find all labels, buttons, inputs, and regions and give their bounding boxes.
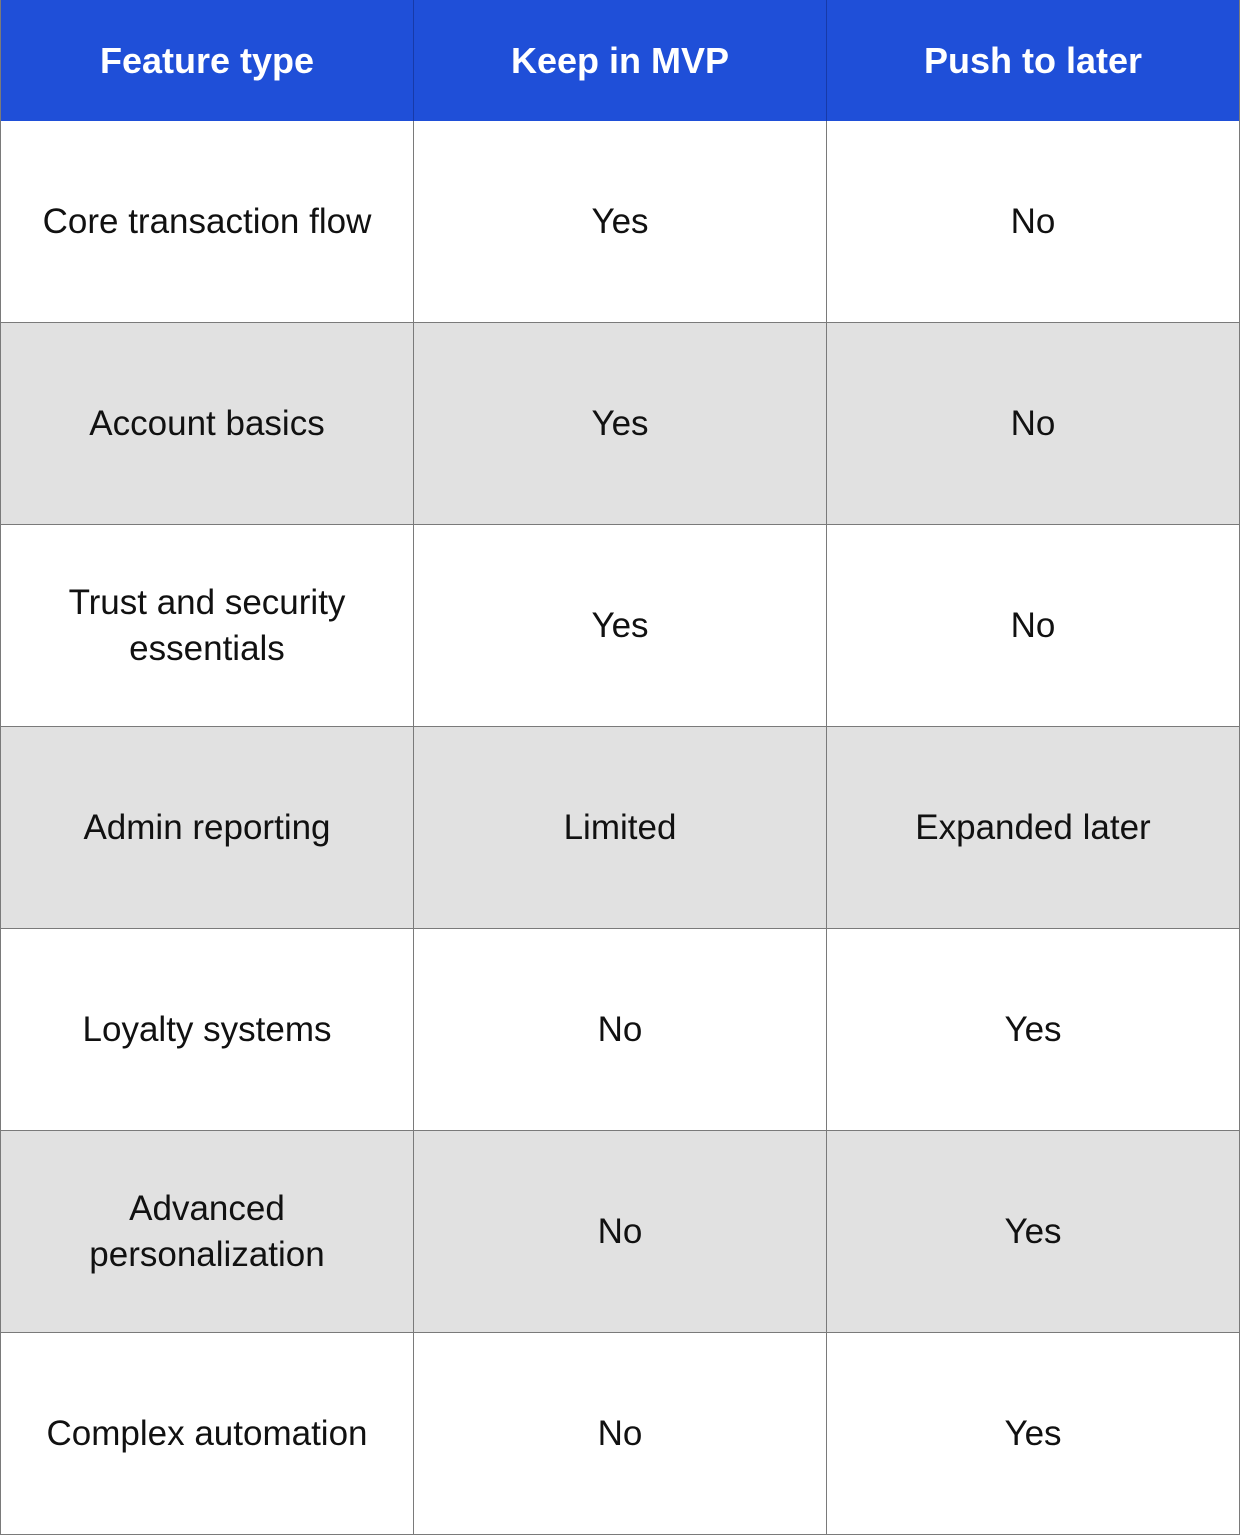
table-row bbox=[1, 525, 1239, 727]
feature-type-cell: Complex automation bbox=[1, 1333, 414, 1534]
feature-type-cell: Trust and security essentials bbox=[1, 525, 414, 726]
table-row bbox=[1, 323, 1239, 525]
feature-type-cell: Admin reporting bbox=[1, 727, 414, 928]
push-to-later-cell: Expanded later bbox=[915, 807, 1151, 847]
feature-type-cell: Advanced personalization bbox=[1, 1131, 414, 1332]
keep-in-mvp-cell: Yes bbox=[414, 323, 827, 524]
push-to-later-cell: No bbox=[1010, 605, 1056, 645]
table-row bbox=[1, 121, 1239, 323]
feature-type-cell: Account basics bbox=[1, 323, 414, 524]
push-to-later-cell: No bbox=[1010, 403, 1056, 443]
table-row bbox=[1, 1131, 1239, 1333]
table-row bbox=[1, 727, 1239, 929]
push-to-later-cell: Yes bbox=[1004, 1211, 1062, 1251]
keep-in-mvp-cell: Limited bbox=[414, 727, 827, 928]
push-to-later-cell: No bbox=[1010, 201, 1056, 241]
push-to-later-cell: Yes bbox=[1004, 1413, 1062, 1453]
header-push-to-later: Push to later bbox=[923, 39, 1143, 81]
keep-in-mvp-cell: Yes bbox=[414, 525, 827, 726]
keep-in-mvp-cell: No bbox=[414, 1333, 827, 1534]
header-feature-type: Feature type bbox=[1, 0, 414, 121]
table-header-row bbox=[1, 0, 1239, 121]
table-body bbox=[1, 121, 1239, 1534]
table-row bbox=[1, 1333, 1239, 1534]
feature-type-cell: Core transaction flow bbox=[1, 121, 414, 322]
keep-in-mvp-cell: No bbox=[414, 1131, 827, 1332]
header-keep-in-mvp: Keep in MVP bbox=[414, 0, 827, 121]
keep-in-mvp-cell: No bbox=[414, 929, 827, 1130]
push-to-later-cell: Yes bbox=[1004, 1009, 1062, 1049]
keep-in-mvp-cell: Yes bbox=[414, 121, 827, 322]
table-row bbox=[1, 929, 1239, 1131]
feature-type-cell: Loyalty systems bbox=[1, 929, 414, 1130]
